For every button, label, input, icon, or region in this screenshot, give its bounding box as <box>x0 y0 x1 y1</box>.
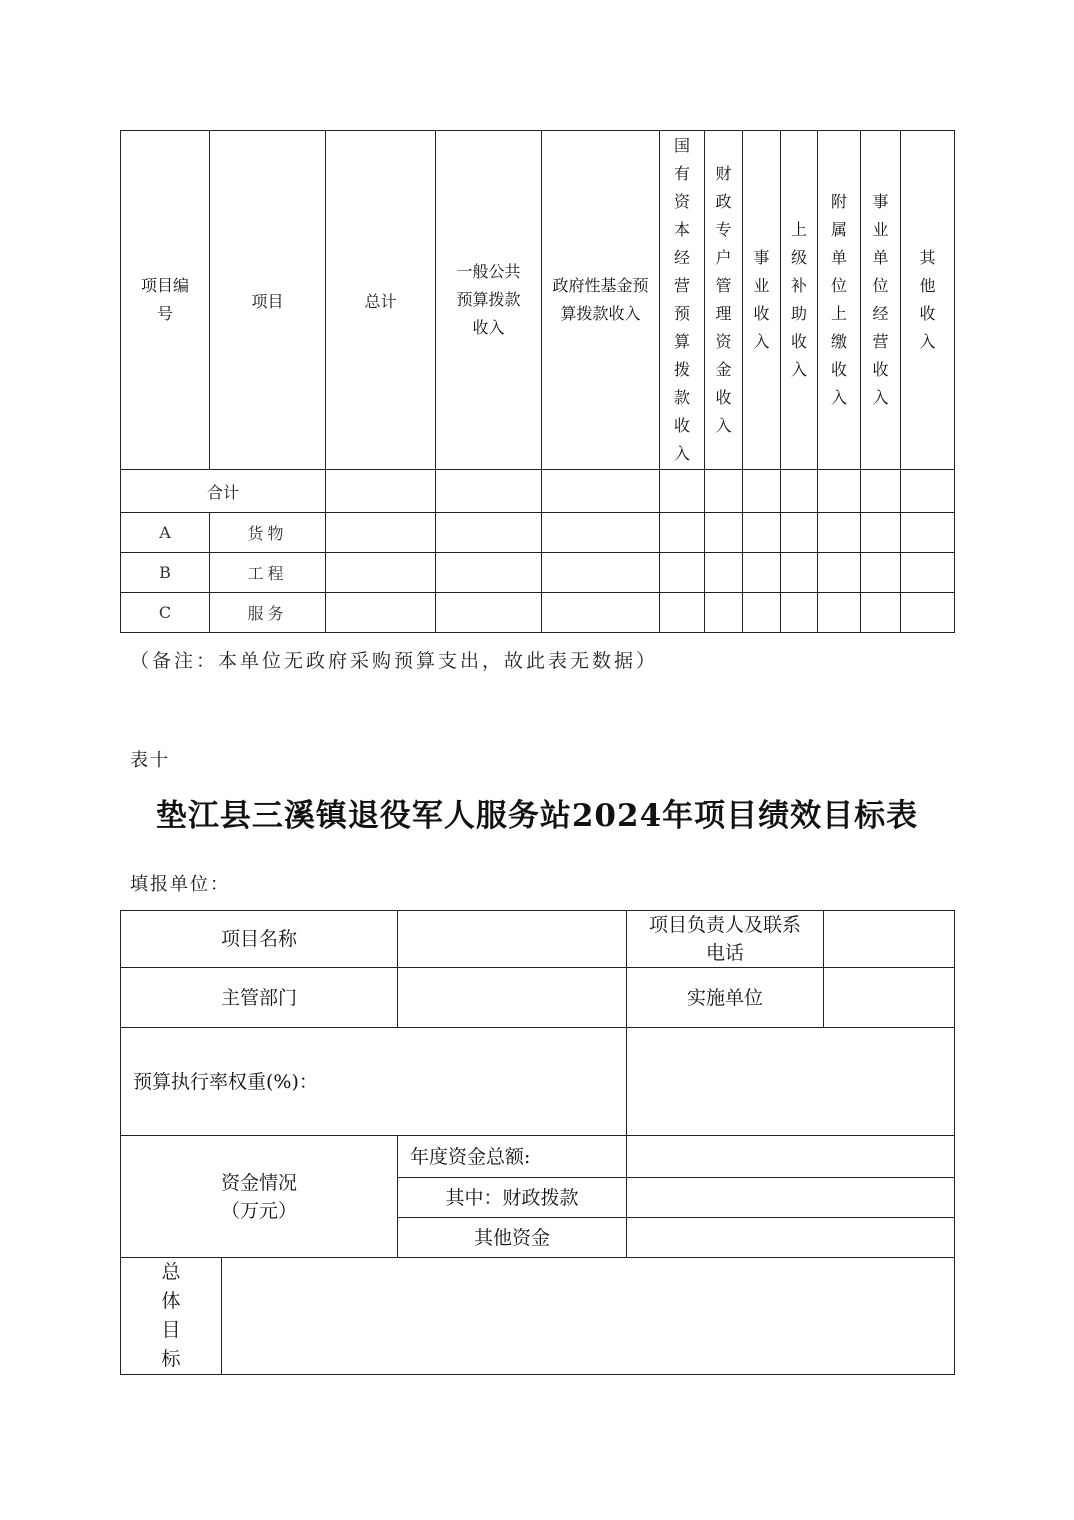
project-name-value <box>398 911 627 968</box>
row-code: C <box>121 593 210 633</box>
row-item: 工程 <box>210 553 326 593</box>
procurement-budget-table <box>120 130 955 633</box>
row-item: 服务 <box>210 593 326 633</box>
header-total: 总计 <box>326 131 436 470</box>
table-note: （备注：本单位无政府采购预算支出，故此表无数据） <box>130 650 659 672</box>
table-number: 表十 <box>130 750 170 771</box>
budget-weight-value <box>627 1028 955 1136</box>
overall-goal-value <box>222 1258 955 1375</box>
other-funds-label: 其他资金 <box>398 1218 627 1258</box>
header-superior-subsidy: 上级补助收入 <box>781 131 818 470</box>
impl-unit-value <box>824 968 955 1028</box>
header-general-budget: 一般公共预算拨款收入 <box>436 131 542 470</box>
project-leader-value <box>824 911 955 968</box>
header-special-account: 财政专户管理资金收入 <box>705 131 743 470</box>
annual-total-value <box>627 1136 955 1178</box>
header-operating-income: 事业单位经营收入 <box>861 131 901 470</box>
page-title: 垫江县三溪镇退役军人服务站2024年项目绩效目标表 <box>155 798 919 834</box>
header-business-income: 事业收入 <box>743 131 781 470</box>
row-code: B <box>121 553 210 593</box>
header-other-income: 其他收入 <box>901 131 955 470</box>
header-code: 项目编号 <box>121 131 210 470</box>
dept-value <box>398 968 627 1028</box>
fiscal-value <box>627 1178 955 1218</box>
fiscal-label: 其中：财政拨款 <box>398 1178 627 1218</box>
header-affiliated-income: 附属单位上缴收入 <box>818 131 861 470</box>
fill-unit-label: 填报单位： <box>130 874 230 895</box>
dept-label: 主管部门 <box>121 968 398 1028</box>
row-item: 货物 <box>210 513 326 553</box>
header-state-capital: 国有资本经营预算拨款收入 <box>660 131 705 470</box>
project-leader-label: 项目负责人及联系电话 <box>627 911 824 968</box>
other-funds-value <box>627 1218 955 1258</box>
header-item: 项目 <box>210 131 326 470</box>
table-row <box>121 513 955 553</box>
table-row <box>121 553 955 593</box>
performance-target-table <box>120 910 955 1375</box>
sum-label: 合计 <box>121 470 326 513</box>
row-code: A <box>121 513 210 553</box>
header-gov-fund: 政府性基金预算拨款收入 <box>542 131 660 470</box>
table-row <box>121 593 955 633</box>
impl-unit-label: 实施单位 <box>627 968 824 1028</box>
funds-label: 资金情况 （万元） <box>121 1136 398 1258</box>
budget-weight-label: 预算执行率权重(%)： <box>121 1028 627 1136</box>
project-name-label: 项目名称 <box>121 911 398 968</box>
overall-goal-label: 总体目标 <box>121 1258 222 1375</box>
annual-total-label: 年度资金总额: <box>398 1136 627 1178</box>
